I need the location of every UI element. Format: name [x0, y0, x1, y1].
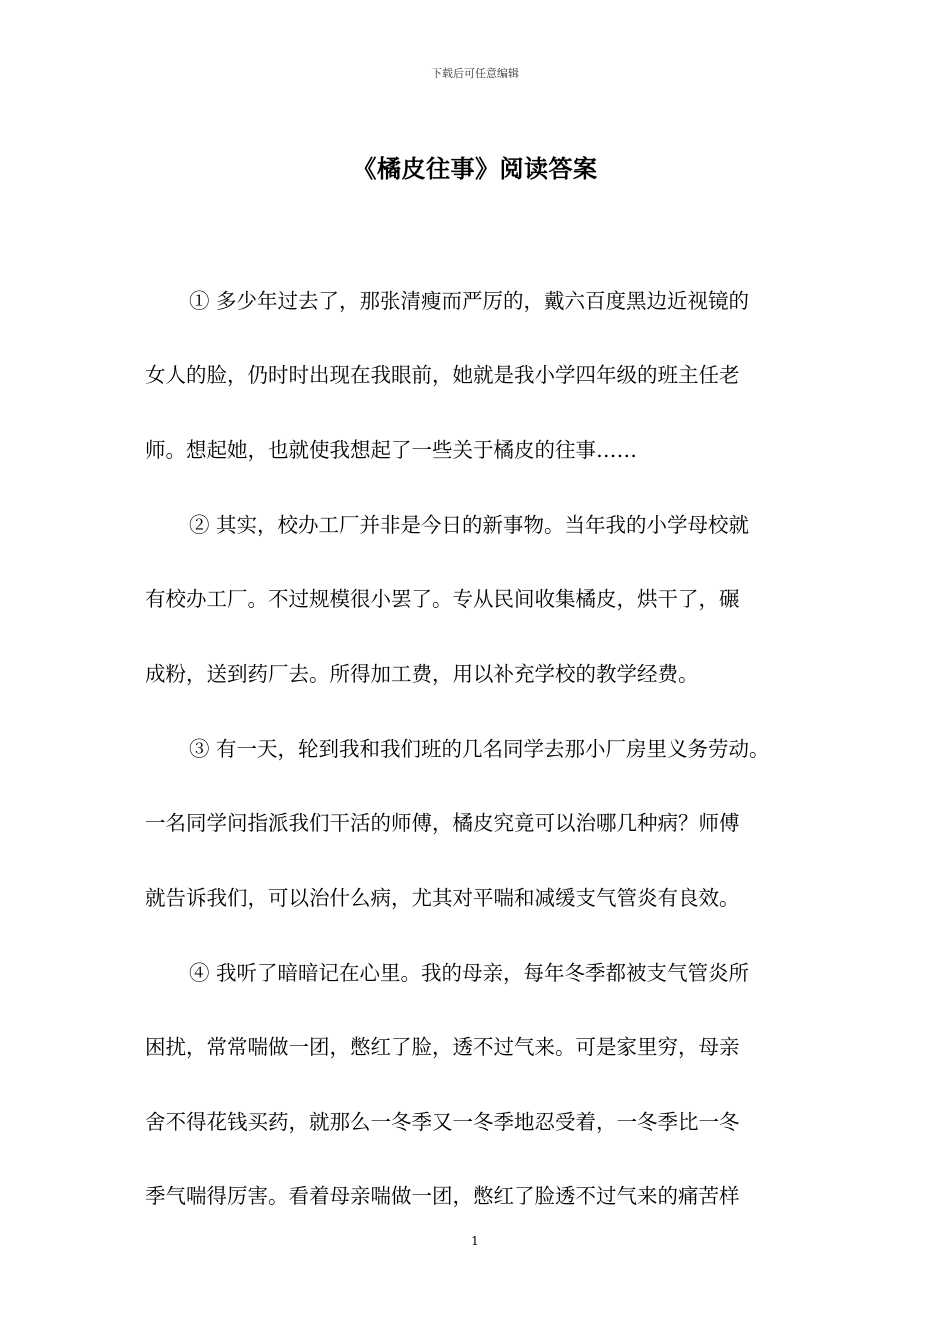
paragraph-2-line-1: ② 其实，校办工厂并非是今日的新事物。当年我的小学母校就 [189, 513, 750, 537]
header-note: 下载后可任意编辑 [431, 67, 519, 80]
paragraph-4-line-3: 舍不得花钱买药，就那么一冬季又一冬季地忍受着，一冬季比一冬 [145, 1110, 740, 1134]
paragraph-2-line-2: 有校办工厂。不过规模很小罢了。专从民间收集橘皮，烘干了，碾 [145, 587, 740, 611]
paragraph-2-line-3: 成粉，送到药厂去。所得加工费，用以补充学校的教学经费。 [145, 662, 699, 686]
paragraph-3-line-1: ③ 有一天，轮到我和我们班的几名同学去那小厂房里义务劳动。 [189, 737, 770, 761]
paragraph-3-line-2: 一名同学问指派我们干活的师傅，橘皮究竟可以治哪几种病？师傅 [145, 811, 740, 835]
document-title: 《橘皮往事》阅读答案 [352, 154, 598, 183]
paragraph-4-line-1: ④ 我听了暗暗记在心里。我的母亲，每年冬季都被支气管炎所 [189, 961, 750, 985]
paragraph-4-line-2: 困扰，常常喘做一团，憋红了脸，透不过气来。可是家里穷，母亲 [145, 1035, 740, 1059]
paragraph-1-line-2: 女人的脸，仍时时出现在我眼前，她就是我小学四年级的班主任老 [145, 363, 740, 387]
paragraph-3-line-3: 就告诉我们，可以治什么病，尤其对平喘和减缓支气管炎有良效。 [145, 886, 740, 910]
page-number: 1 [471, 1234, 479, 1248]
paragraph-1-line-3: 师。想起她，也就使我想起了一些关于橘皮的往事…… [145, 438, 637, 462]
paragraph-4-line-4: 季气喘得厉害。看着母亲喘做一团，憋红了脸透不过气来的痛苦样 [145, 1184, 740, 1208]
paragraph-1-line-1: ① 多少年过去了，那张清瘦而严厉的，戴六百度黑边近视镜的 [189, 289, 750, 313]
